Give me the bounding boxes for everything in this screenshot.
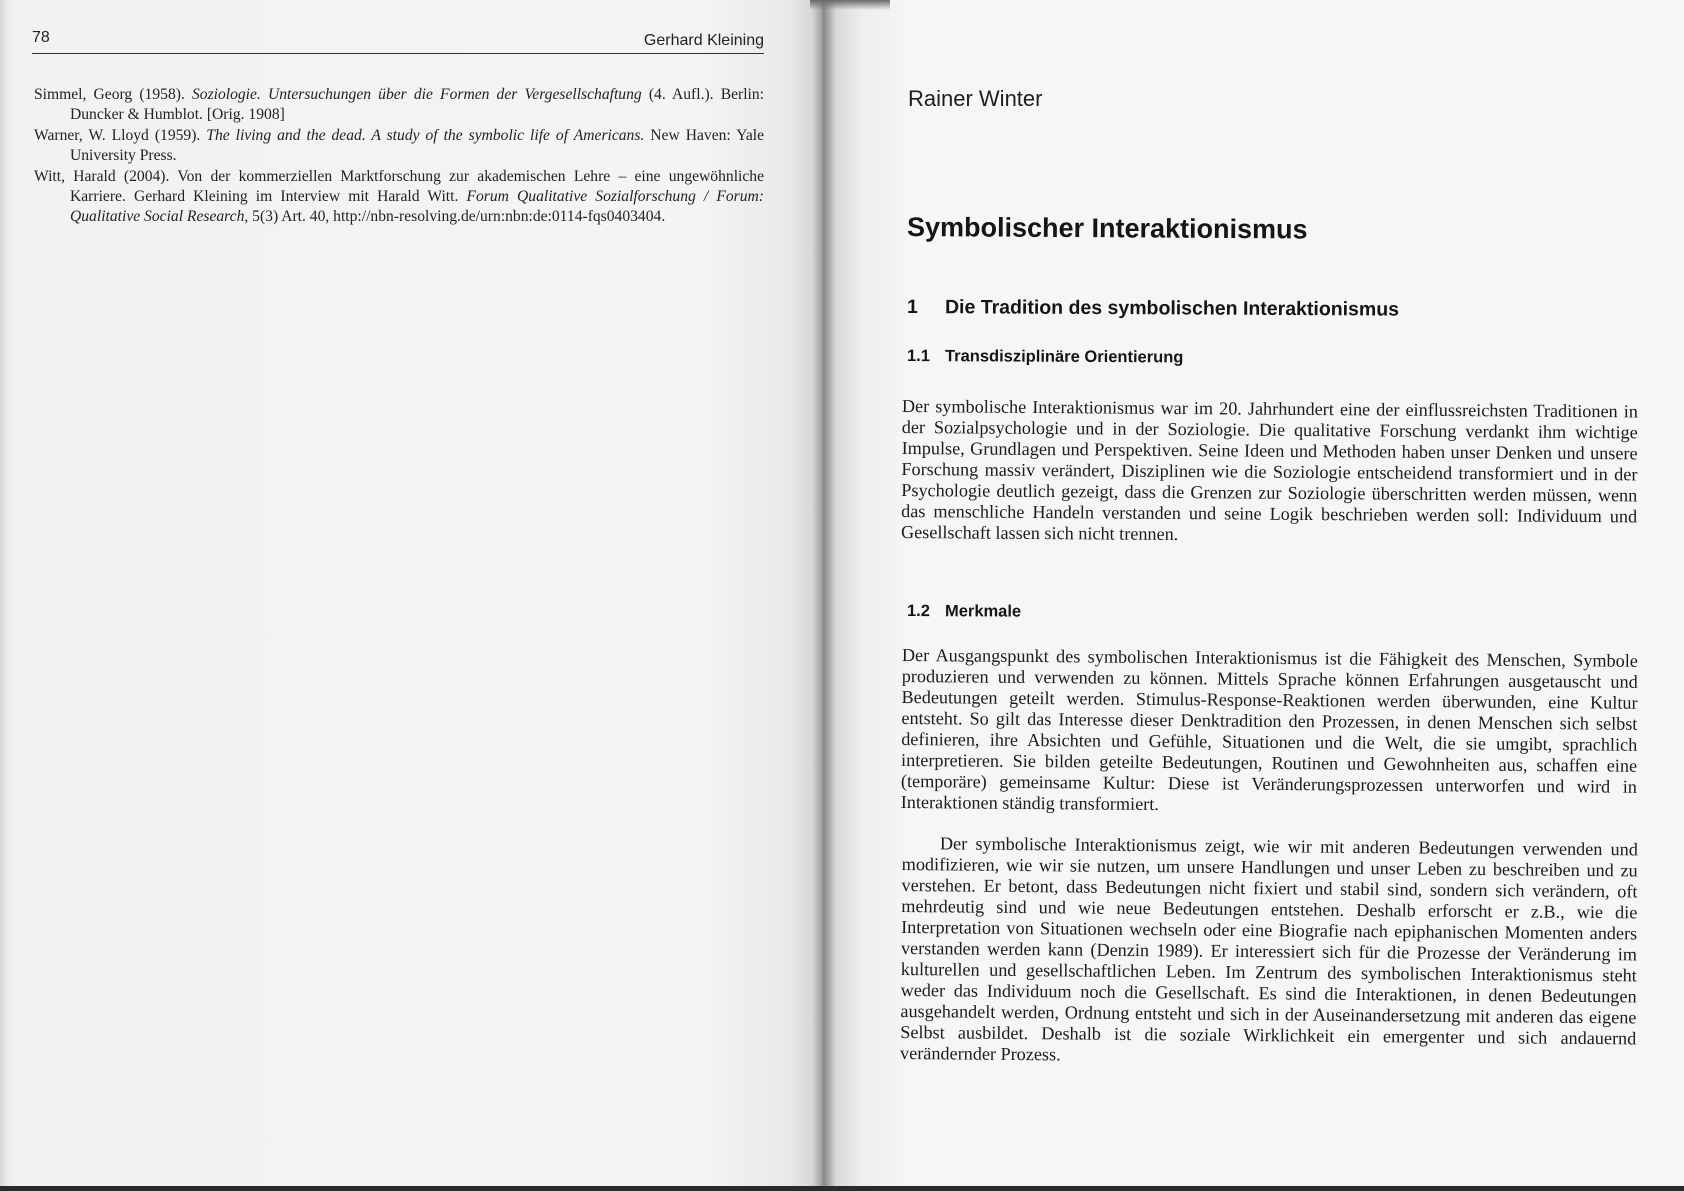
subsection-number: 1.2 <box>906 602 930 621</box>
reference-list <box>34 85 764 228</box>
chapter-author: Rainer Winter <box>908 86 1043 111</box>
chapter-title: Symbolischer Interaktionismus <box>906 212 1308 245</box>
subsection-heading <box>907 347 1183 367</box>
body-paragraph: Der symbolische Interaktionismus war im 20. Jahrhundert eine der einflussreichsten Traditionen in der Sozialpsychologie und in der Soziologie. Die qualitative Forschung verdankt ihm wichtige Impulse, Grundlagen und Perspektiven. Seine Ideen und Methoden haben unser Denken und unsere Forschung massiv verändert, Disziplinen wie die Soziologie entscheidend transformiert und in der Psychologie deutlich gezeigt, dass die Grenzen zur Soziologie überschritten werden müssen, wenn das menschliche Handeln verstanden und seine Logik beschrieben werden soll: Individuum und Gesellschaft lassen sich nicht trennen. <box>900 396 1638 545</box>
reference-entry <box>34 85 764 126</box>
book-gutter <box>812 0 836 1191</box>
section-title: Die Tradition des symbolischen Interaktionismus <box>944 296 1400 321</box>
subsection-title: Merkmale <box>944 602 1022 621</box>
reference-text: Simmel, Georg (1958). <box>34 86 192 103</box>
reference-text: Warner, W. Lloyd (1959). <box>34 126 207 144</box>
reference-entry <box>34 167 764 228</box>
reference-text: (4. Aufl.). Berlin: Duncker & Humblot. [Orig. 1908] <box>70 86 764 124</box>
reference-title: The living and the dead. A study of the symbolic life of Americans. <box>206 126 645 144</box>
reference-title: Soziologie. Untersuchungen über die Formen der Vergesellschaftung <box>191 86 642 103</box>
scan-bottom-edge <box>0 1186 1684 1191</box>
page-edge-shadow <box>0 0 6 1191</box>
reference-text: 5(3) Art. 40, http://nbn-resolving.de/urn:nbn:de:0114-fqs0403404. <box>248 208 666 226</box>
section-heading <box>907 296 1399 322</box>
reference-title: Forum Qualitative Sozialforschung / Forum: Qualitative Social Research, <box>70 188 764 226</box>
spine-shadow <box>810 0 890 10</box>
page-number: 78 <box>32 29 50 46</box>
body-paragraph: Der Ausgangspunkt des symbolischen Interaktionismus ist die Fähigkeit des Menschen, Symbole produzieren und verwenden zu können. Mittels Sprache können Erfahrungen ausgetauscht und Bedeutungen geteilt werden. Stimulus-Response-Reaktionen werden überwunden, eine Kultur entsteht. So gilt das Interesse dieser Denktradition den Prozessen, in denen Menschen sich selbst definieren, ihre Absichten und Gefühle, Situationen und die Welt, die sie umgibt, sprachlich interpretieren. Sie bilden geteilte Bedeutungen, Routinen und Gewohnheiten aus, schaffen eine (temporäre) gemeinsame Kultur: Diese ist Veränderungsprozessen unterworfen und wird in Interaktionen ständig transformiert. <box>900 645 1638 815</box>
subsection-number: 1.1 <box>906 347 930 366</box>
body-paragraph: Der symbolische Interaktionismus zeigt, wie wir mit anderen Bedeutungen verwenden und modifizieren, wie wir sie nutzen, um unsere Handlungen und unser Leben zu beschreiben und zu verstehen. Er betont, dass Bedeutungen nicht fixiert und stabil sind, sondern sich verändern, oft mehrdeutig sind und wie neue Bedeutungen entstehen. Deshalb erforscht er z.B., wie die Interpretation von Situationen wechseln oder eine Biografie nach epiphanischen Momenten anders verstanden werden kann (Denzin 1989). Er interessiert sich für die Prozesse der Veränderung im kulturellen und gesellschaftlichen Leben. Im Zentrum des symbolischen Interaktionismus steht weder das Individuum noch die Gesellschaft. Es sind die Interaktionen, in denen Bedeutungen ausgehandelt werden, Ordnung entsteht und sich in der Auseinandersetzung mit anderen das eigene Selbst ausbildet. Deshalb ist die soziale Wirklichkeit ein emergenter und sich andauernd verändernder Prozess. <box>899 833 1638 1065</box>
running-head <box>32 29 764 54</box>
reference-text: Witt, Harald (2004). Von der kommerziellen Marktforschung zur akademischen Lehre – eine ungewöhnliche Karriere. Gerhard Kleining im Interview mit Harald Witt. <box>34 167 764 206</box>
section-number: 1 <box>906 296 918 319</box>
reference-entry <box>34 126 764 167</box>
subsection-heading <box>907 602 1021 622</box>
reference-text: New Haven: Yale University Press. <box>70 126 765 165</box>
running-head-author: Gerhard Kleining <box>643 32 764 49</box>
subsection-title: Transdisziplinäre Orientierung <box>944 347 1184 367</box>
